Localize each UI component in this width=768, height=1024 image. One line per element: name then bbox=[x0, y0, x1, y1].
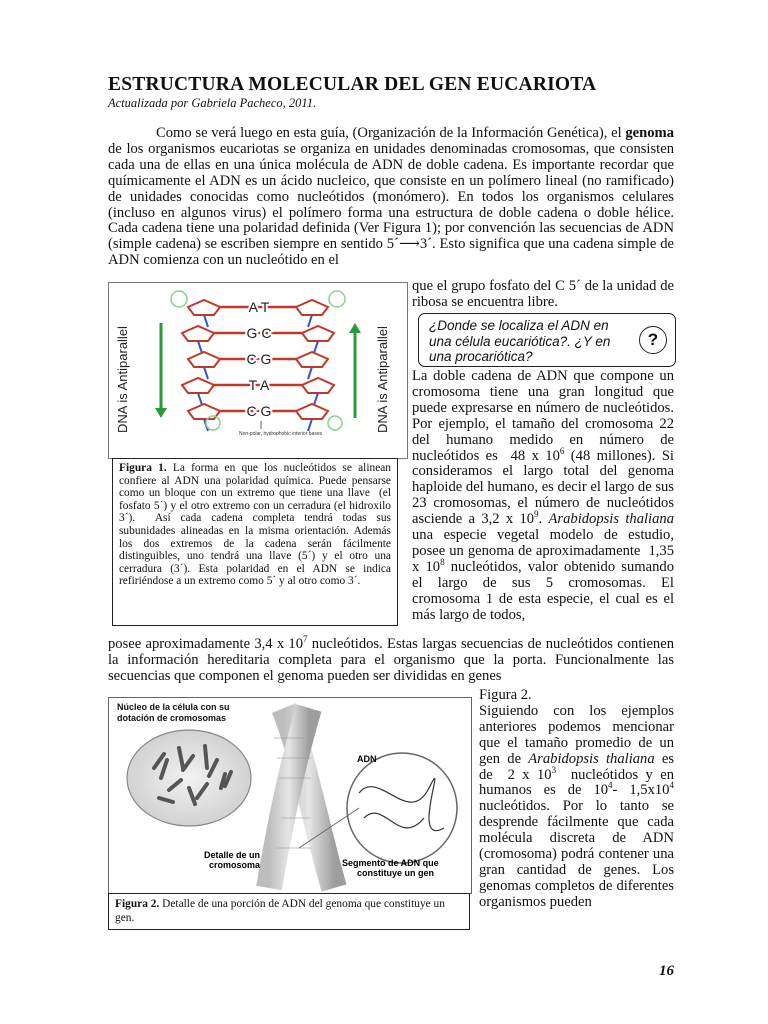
base-pair-label: C G bbox=[246, 351, 272, 367]
backbone-link bbox=[308, 367, 312, 379]
gene-size-paragraph: Figura 2. Siguiendo con los ejemplos anteriores podemos mencionar que el tamaño promedio de un gen de Arabidopsis thaliana es de 2 x $10^3$ nucleótidos y en humanos es de $10^4-$ $1,5x10^4$ nucleótidos. Por lo tanto se desprende fácilmente que cada molécula discreta de ADN (cromosoma) podrá contener una gran cantidad de genes. Los genomas completos de diferentes organismos pueden bbox=[479, 687, 675, 910]
figure-2-label-adn: ADN bbox=[357, 754, 377, 764]
sugar-ring-left bbox=[188, 352, 220, 367]
figure-2-caption-label: Figura 2. bbox=[115, 898, 160, 910]
document-subtitle: Actualizada por Gabriela Pacheco, 2011. bbox=[108, 96, 317, 110]
backbone-link bbox=[198, 341, 202, 353]
figure-2-label-nucleus bbox=[117, 702, 232, 723]
question-mark-icon: ? bbox=[639, 326, 667, 354]
label-segment-line2: constituye un gen bbox=[357, 868, 435, 878]
figure-2-caption-text: Detalle de una porción de ADN del genoma que constituye un gen. bbox=[115, 898, 445, 924]
figure-1-caption: Figura 1. La forma en que los nucleótidos se alinean confiere al ADN una polaridad química. Puede pensarse como un bloque con un extremo que tiene una llave (el fosfato 5´) y el otro extremo con un cerradura (el hidroxilo 3´). Así cada cadena completa tendrá todas sus subunidades alineadas en la misma orientación. Además los dos extremos de la cadena serán fácilmente distinguibles, uno tendrá una llave (5´) y el otro una cerradura (3´). Esta polaridad en el ADN se indica refiriéndose a un extremo como 5´ y al otro como 3´. bbox=[112, 458, 398, 626]
question-text: ¿Donde se localiza el ADN en una célula eucariótica?. ¿Y en una procariótica? bbox=[429, 318, 611, 364]
figure-1-image bbox=[108, 282, 408, 459]
label-segment-line1: Segmento de ADN que bbox=[342, 858, 439, 868]
label-nucleus-line2: dotación de cromosomas bbox=[117, 713, 227, 723]
label-nucleus-line1: Núcleo de la célula con su bbox=[117, 702, 230, 712]
backbone-link bbox=[204, 315, 208, 327]
backbone-link bbox=[314, 393, 318, 405]
figure-2-label-chromosome bbox=[204, 850, 263, 870]
sugar-ring-left bbox=[188, 300, 220, 315]
backbone-link bbox=[314, 341, 318, 353]
dna-antiparallel-label-right: DNA is Antiparallel bbox=[375, 326, 390, 433]
sugar-ring-right bbox=[302, 326, 334, 341]
document-title: ESTRUCTURA MOLECULAR DEL GEN EUCARIOTA bbox=[108, 74, 597, 95]
label-chromosome-line1: Detalle de un bbox=[204, 850, 261, 860]
backbone-link bbox=[204, 367, 208, 379]
backbone-link bbox=[308, 419, 312, 431]
intro-paragraph: Como se verá luego en esta guía, (Organización de la Información Genética), el genoma de los organismos eucariotas se organiza en unidades denominadas cromosomas, que consisten cada una de ellas en una única molécula de ADN de doble cadena. Es importante recordar que químicamente el ADN es un ácido nucleico, que consiste en un polímero lineal (no ramificado) de unidades conocidas como nucleótidos (monómero). En todos los organismos celulares (incluso en algunos virus) el polímero forma una estructura de doble cadena o doble hélice. Cada cadena tiene una polaridad definida (Ver Figura 1); por convención las secuencias de ADN (simple cadena) se escriben siempre en sentido 5´⟶3´. Esto significa que una cadena simple de ADN comienza con un nucleótido en el bbox=[108, 125, 674, 269]
chromosome-gene-illustration bbox=[109, 698, 471, 893]
sugar-ring-right bbox=[302, 378, 334, 393]
page-number: 16 bbox=[659, 963, 674, 979]
figure-1-base-note: Non-polar, hydrophobic interior bases bbox=[239, 431, 323, 437]
backbone-link bbox=[198, 393, 202, 405]
base-pair-label: C G bbox=[246, 403, 272, 419]
dna-antiparallel-label-left: DNA is Antiparallel bbox=[115, 326, 130, 433]
base-pair-label: G C bbox=[246, 325, 272, 341]
chromosome-length-paragraph: La doble cadena de ADN que compone un cromosoma tiene una gran longitud que puede expresarse en número de nucleótidos. Por ejemplo, el tamaño del cromosoma 22 del humano medido en número de nucleótidos es 48 x $10^6$ (48 millones). Si consideramos el largo total del genoma haploide del humano, es decir el largo de sus 23 cromosomas, el número de nucleótidos asciende a 3,2 x $10^9$. Arabidopsis thaliana una especie vegetal modelo de estudio, posee un genoma de aproximadamente 1,35 x $10^8$ nucleótidos, valor obtenido sumando el largo de sus 5 cromosomas. El cromosoma 1 de esta especie, el cual es el más largo de todos, bbox=[412, 368, 674, 623]
dna-antiparallel-diagram bbox=[109, 283, 407, 458]
label-chromosome-line2: cromosoma bbox=[209, 860, 261, 870]
sugar-ring-right bbox=[296, 352, 328, 367]
sugar-ring-left bbox=[182, 326, 214, 341]
hereditary-info-paragraph: posee aproximadamente 3,4 x $10^7$ nucleótidos. Estas largas secuencias de nucleótidos contienen la información hereditaria completa para el organismo que la porta. Funcionalmente las secuencias que componen el genoma pueden ser divididas en genes bbox=[108, 634, 674, 684]
base-pair-label: T A bbox=[248, 377, 270, 393]
figure-2-caption bbox=[108, 893, 470, 930]
sugar-ring-left bbox=[182, 378, 214, 393]
figure-2-image bbox=[108, 697, 472, 894]
sugar-ring-right bbox=[296, 300, 328, 315]
backbone-link bbox=[308, 315, 312, 327]
base-pair-label: A T bbox=[248, 299, 270, 315]
question-box bbox=[418, 313, 676, 367]
sugar-ring-right bbox=[296, 404, 328, 419]
paragraph-continued: que el grupo fosfato del C 5´ de la unidad de ribosa se encuentra libre. bbox=[412, 278, 674, 310]
figure-2-label-segment bbox=[342, 858, 441, 878]
